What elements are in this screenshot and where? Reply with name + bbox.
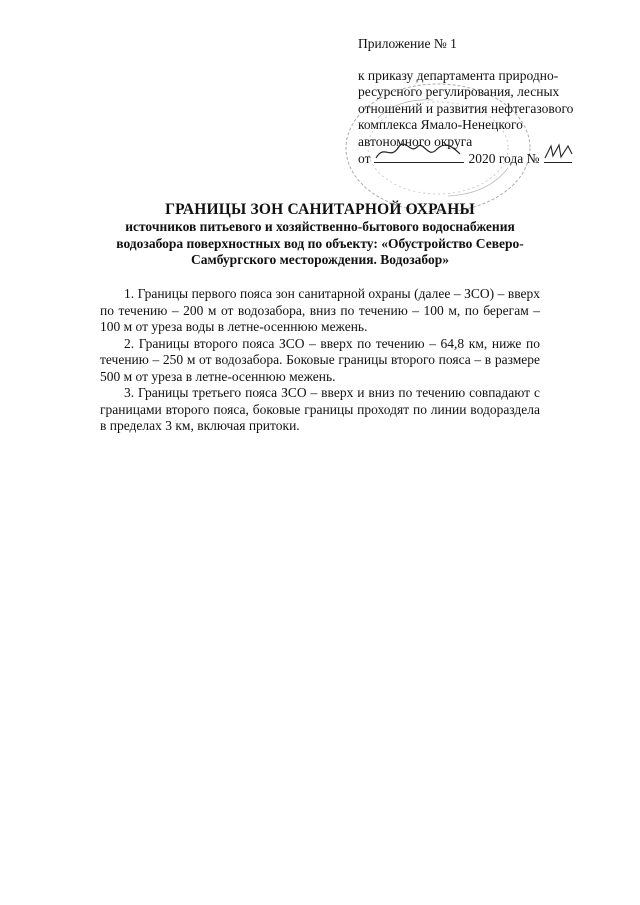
paragraph-3: 3. Границы третьего пояса ЗСО – вверх и вниз по течению совпадают с границами второго пояса, боковые границы проходят по линии водораздела в пределах 3 км, включая притоки. <box>100 385 540 433</box>
order-line-3: отношений и развития нефтегазового <box>358 100 574 116</box>
date-blank <box>374 150 464 163</box>
appendix-title: Приложение № 1 <box>358 36 457 51</box>
paragraph-2: 2. Границы второго пояса ЗСО – вверх по течению – 64,8 км, ниже по течению – 250 м от водозабора. Боковые границы второго пояса – в размере 500 м от уреза в летне-осеннюю межень. <box>100 335 540 384</box>
date-prefix: от <box>358 151 371 166</box>
number-blank <box>544 150 572 163</box>
number-sign: № <box>526 151 540 166</box>
handwritten-date-icon <box>370 140 466 164</box>
order-line-1: к приказу департамента природно- <box>358 67 559 83</box>
document-heading <box>100 200 540 269</box>
order-line-5: автономного округа <box>358 133 473 149</box>
heading-sub-line-1: источников питьевого и хозяйственно-бытового водоснабжения <box>125 219 515 234</box>
order-line-4: комплекса Ямало-Ненецкого <box>358 117 523 132</box>
order-date-line <box>358 150 608 168</box>
handwritten-number-icon <box>542 142 576 164</box>
heading-sub-line-3: Самбургского месторождения. Водозабор» <box>191 252 449 267</box>
heading-main: ГРАНИЦЫ ЗОН САНИТАРНОЙ ОХРАНЫ <box>165 201 475 218</box>
order-line-2: ресурсного регулирования, лесных <box>358 84 560 99</box>
document-body <box>100 286 540 435</box>
appendix-block <box>358 36 608 168</box>
year-text: 2020 года <box>468 151 524 166</box>
paragraph-1: 1. Границы первого пояса зон санитарной охраны (далее – ЗСО) – вверх по течению – 200 м от водозабора, вниз по течению – 100 м, по берегам – 100 м от уреза воды в летне-осеннюю межень. <box>100 286 540 334</box>
heading-sub-line-2: водозабора поверхностных вод по объекту: «Обустройство Северо- <box>116 235 524 251</box>
